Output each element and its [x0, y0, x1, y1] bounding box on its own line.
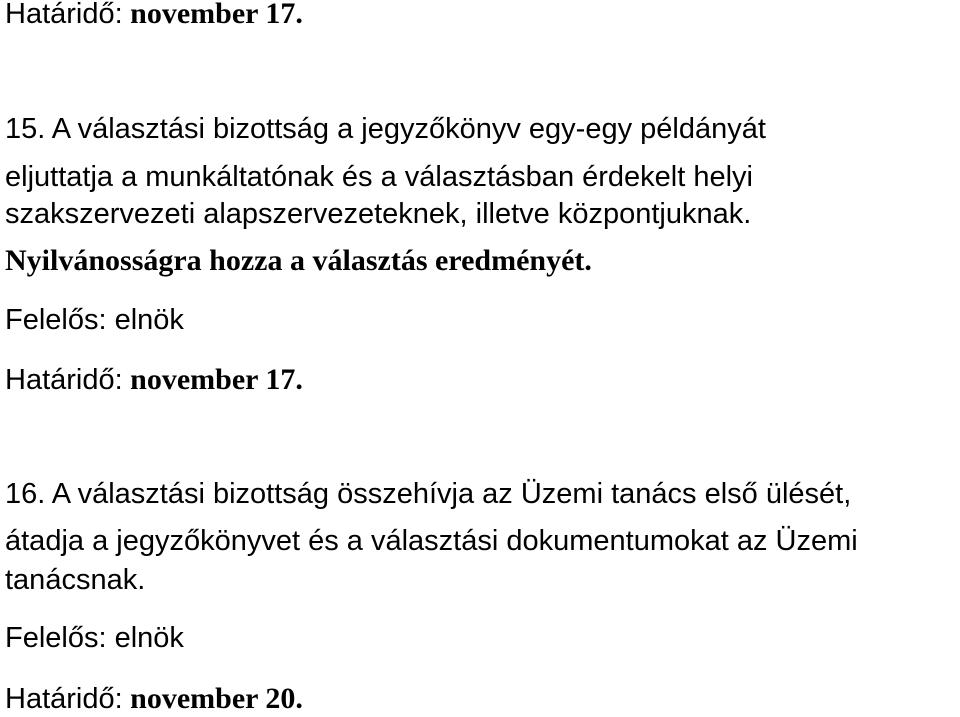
item-15-line-4: Nyilvánosságra hozza a választás eredményét.	[5, 244, 592, 277]
deadline-value: november 20.	[130, 682, 303, 715]
item-16-line-2: átadja a jegyzőkönyvet és a választási dokumentumokat az Üzemi	[5, 525, 858, 557]
item-16-line-1: 16. A választási bizottság összehívja az Üzemi tanács első ülését,	[5, 478, 852, 510]
deadline-label: Határidő:	[5, 683, 123, 715]
item-16-deadline	[5, 681, 303, 717]
item-16-responsible: Felelős: elnök	[5, 622, 184, 654]
item-15-deadline	[5, 362, 303, 398]
item-15-line-3: szakszervezeti alapszervezeteknek, illetve központjuknak.	[5, 198, 752, 230]
deadline-label: Határidő:	[5, 364, 123, 396]
deadline-value: november 17.	[130, 0, 303, 30]
deadline-label: Határidő:	[5, 0, 123, 30]
item-16-line-3: tanácsnak.	[5, 564, 146, 596]
deadline-line-top	[5, 0, 303, 32]
deadline-value: november 17.	[130, 363, 303, 396]
item-15-line-2: eljuttatja a munkáltatónak és a választásban érdekelt helyi	[5, 161, 753, 193]
item-15-line-1: 15. A választási bizottság a jegyzőkönyv egy-egy példányát	[5, 113, 766, 145]
item-15-responsible: Felelős: elnök	[5, 304, 184, 336]
